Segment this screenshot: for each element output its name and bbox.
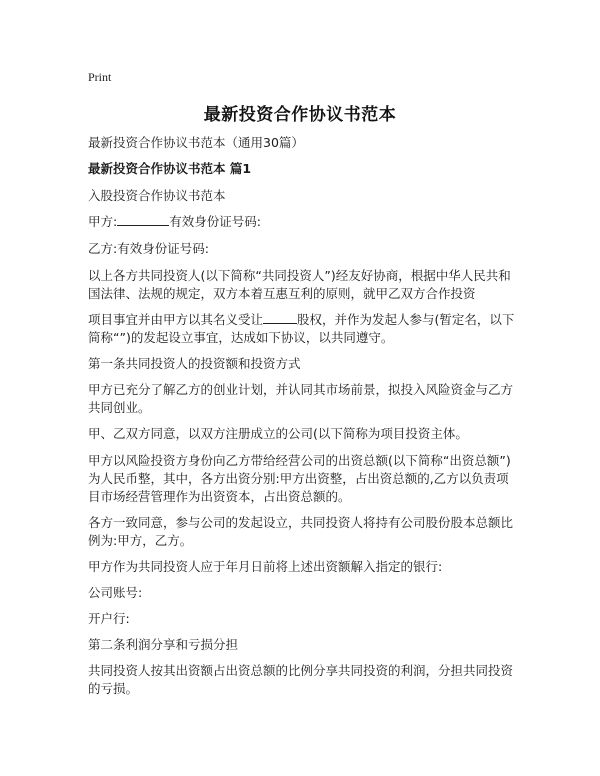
- paragraph-8: 甲、乙双方同意，以双方注册成立的公司(以下简称为项目投资主体。: [88, 426, 468, 441]
- article-2-heading: 第二条利润分享和亏损分担: [88, 637, 239, 652]
- bank-line: 开户行:: [88, 611, 130, 626]
- section-heading: 最新投资合作协议书范本 篇1: [88, 161, 252, 176]
- party-a-suffix: 有效身份证号码:: [169, 214, 261, 229]
- paragraph-4: 以上各方共同投资人(以下简称“共同投资人”)经友好协商，根据中华人民共和国法律、法规的规定，双方本着互惠互利的原则，就甲乙双方合作投资: [88, 268, 511, 301]
- print-link[interactable]: Print: [88, 70, 112, 84]
- company-account-line: 公司账号:: [88, 585, 143, 600]
- article-1-heading: 第一条共同投资人的投资额和投资方式: [88, 356, 301, 371]
- paragraph-11: 甲方作为共同投资人应于年月日前将上述出资额解入指定的银行:: [88, 559, 443, 574]
- page-title: 最新投资合作协议书范本: [203, 105, 397, 125]
- paragraph-10: 各方一致同意，参与公司的发起设立，共同投资人将持有公司股份股本总额比例为:甲方，乙方。: [88, 515, 514, 548]
- paragraph-5-prefix: 项目事宜并由甲方以其名义受让: [88, 312, 264, 327]
- party-a-blank: [117, 213, 169, 226]
- paragraph-5-suffix: 股权，并作为发起人参与(暂定名，以下简称“”)的发起设立事宜，达成如下协议，以共同遵守。: [88, 312, 515, 345]
- paragraph-5: [88, 311, 516, 347]
- paragraph-9: 甲方以风险投资方身份向乙方带给经营公司的出资总额(以下简称“出资总额”)为人民币整，其中，各方出资分别:甲方出资整，占出资总额的,乙方以负责项目市场经营管理作为出资资本，占出资总额的。: [88, 453, 511, 504]
- paragraph-7: 甲方已充分了解乙方的创业计划，并认同其市场前景，拟投入风险资金与乙方共同创业。: [88, 382, 514, 415]
- paragraph-1: 入股投资合作协议书范本: [88, 188, 226, 203]
- party-b-line: 乙方:有效身份证号码:: [88, 241, 209, 256]
- document-subtitle: 最新投资合作协议书范本（通用30篇）: [88, 135, 304, 150]
- paragraph-15: 共同投资人按其出资额占出资总额的比例分享共同投资的利润，分担共同投资的亏损。: [88, 663, 514, 696]
- party-a-prefix: 甲方:: [88, 214, 118, 229]
- party-a-line: [88, 213, 516, 231]
- equity-blank: [263, 311, 297, 324]
